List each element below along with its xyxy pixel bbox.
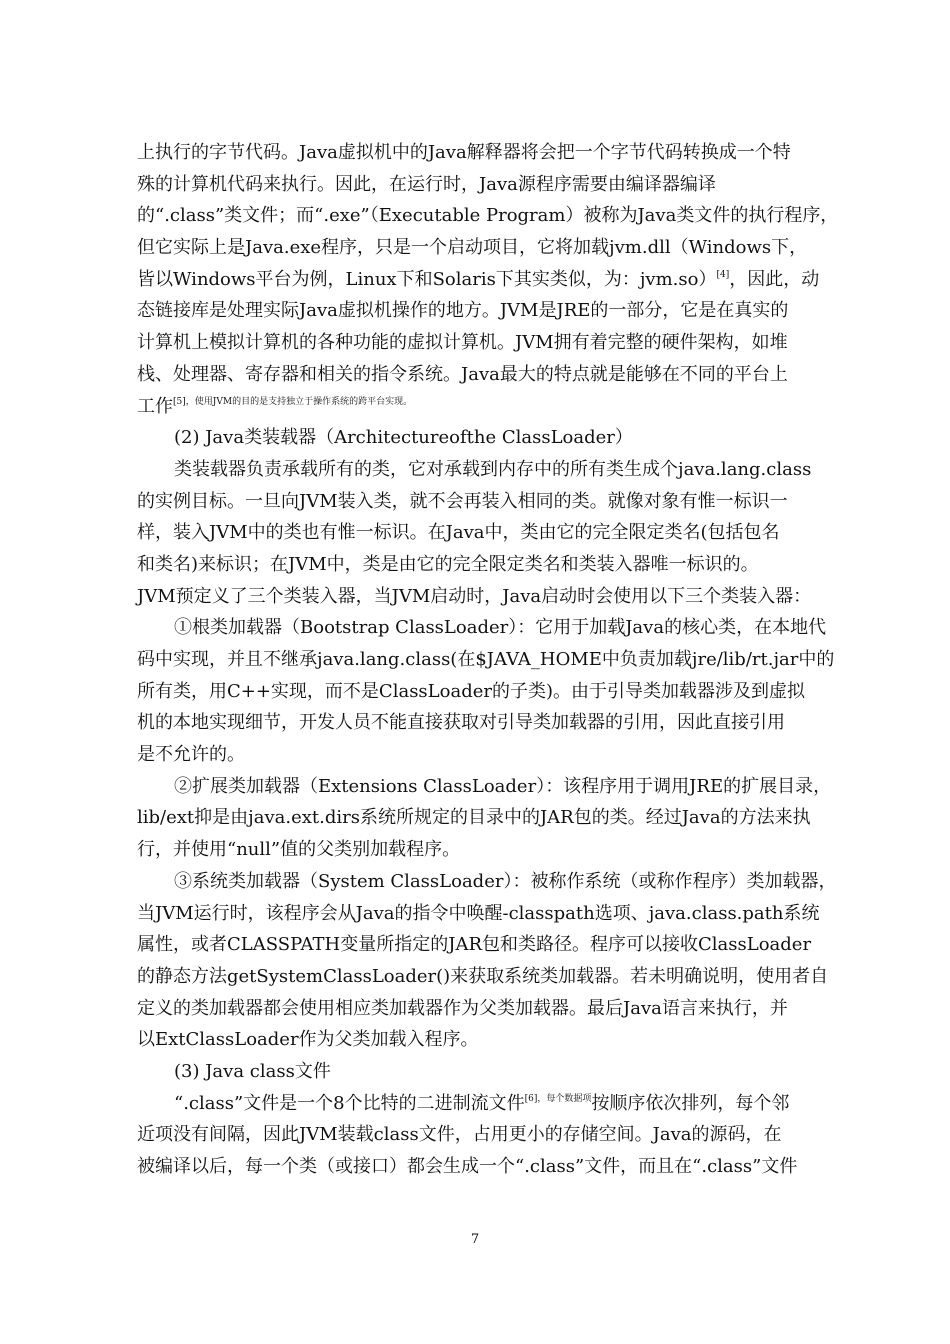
text-line: 行，并使用“null”值的父类别加载程序。 [137,839,461,861]
text-line: ①根类加载器（Bootstrap ClassLoader）：它用于加载Java的核心类，在本地代 [174,617,827,639]
section-heading: (3) Java class文件 [174,1060,331,1082]
text-line: 和类名)来标识；在JVM中，类是由它的完全限定类名和类装入器唯一标识的。 [137,553,759,575]
section-heading: (2) Java类装载器（Architectureofthe ClassLoader） [174,427,633,449]
text-line: 近项没有间隔，因此JVM装载class文件，占用更小的存储空间。Java的源码，在 [137,1124,782,1146]
text-line [137,391,837,423]
text-span: ，因此，动 [729,268,820,290]
text-span: 皆以Windows平台为例，Linux下和Solaris下其实类似，为：jvm.so） [137,268,717,290]
text-line: 计算机上模拟计算机的各种功能的虚拟计算机。JVM拥有着完整的硬件架构，如堆 [137,332,788,354]
text-line: 的静态方法getSystemClassLoader()来获取系统类加载器。若未明确说明，使用者自 [137,965,829,987]
text-line: 是不允许的。 [137,744,245,766]
text-line: 上执行的字节代码。Java虚拟机中的Java解释器将会把一个字节代码转换成一个特 [137,142,791,163]
text-line: 栈、处理器、寄存器和相关的指令系统。Java最大的特点就是能够在不同的平台上 [137,363,788,385]
text-line: 但它实际上是Java.exe程序，只是一个启动项目，它将加载jvm.dll（Windows下， [137,237,808,259]
text-line: 样，装入JVM中的类也有惟一标识。在Java中，类由它的完全限定类名(包括包名 [137,522,780,544]
text-line [137,264,837,296]
text-line: 被编译以后，每一个类（或接口）都会生成一个“.class”文件，而且在“.class”文件 [137,1156,798,1177]
text-line: 的“.class”类文件；而“.exe”（Executable Program）被称为Java类文件的执行程序， [137,205,839,227]
citation-ref-5: [5] [173,396,186,407]
text-line: 机的本地实现细节，开发人员不能直接获取对引导类加载器的引用，因此直接引用 [137,712,785,734]
text-line: 以ExtClassLoader作为父类加载入程序。 [137,1029,479,1051]
text-line: ②扩展类加载器（Extensions ClassLoader）：该程序用于调用JRE的扩展目录， [174,775,832,797]
text-line: 码中实现，并且不继承java.lang.class(在$JAVA_HOME中负责加载jre/lib/rt.jar中的 [137,649,835,670]
text-line: 殊的计算机代码来执行。因此，在运行时，Java源程序需要由编译器编译 [137,173,716,195]
text-line: lib/ext抑是由java.ext.dirs系统所规定的目录中的JAR包的类。经过Java的方法来执 [137,807,811,829]
citation-ref-6: [6] [524,1093,538,1104]
page-number: 7 [470,1232,480,1247]
text-line: 定义的类加载器都会使用相应类加载器作为父类加载器。最后Java语言来执行，并 [137,997,788,1019]
text-line: 态链接库是处理实际Java虚拟机操作的地方。JVM是JRE的一部分，它是在真实的 [137,300,789,322]
citation-ref-4: [4] [716,269,730,280]
text-line: 属性，或者CLASSPATH变量所指定的JAR包和类路径。程序可以接收ClassLoader [137,934,812,956]
text-line: 当JVM运行时，该程序会从Java的指令中唤醒-classpath选项、java.class.path系统 [137,902,820,924]
text-span: 按顺序依次排列，每个邻 [591,1092,790,1114]
text-line: 类装载器负责承载所有的类，它对承载到内存中的所有类生成个java.lang.class [174,458,812,480]
text-line: ③系统类加载器（System ClassLoader）：被称作系统（或称作程序）类加载器， [174,870,837,892]
text-span: 工作 [137,395,173,417]
text-line: 所有类，用C++实现，而不是ClassLoader的子类)。由于引导类加载器涉及到虚拟 [137,680,805,702]
inline-note: ，使用JVM的目的是支持独立于操作系统的跨平台实现。 [185,396,413,407]
text-line [137,1088,837,1120]
text-line: 的实例目标。一旦向JVM装入类，就不会再装入相同的类。就像对象有惟一标识一 [137,490,788,512]
document-body [137,137,837,1183]
inline-note: ，每个数据项 [537,1093,592,1104]
text-span: “.class”文件是一个8个比特的二进制流文件 [174,1092,525,1114]
text-line: JVM预定义了三个类装入器，当JVM启动时，Java启动时会使用以下三个类装入器： [137,585,812,607]
